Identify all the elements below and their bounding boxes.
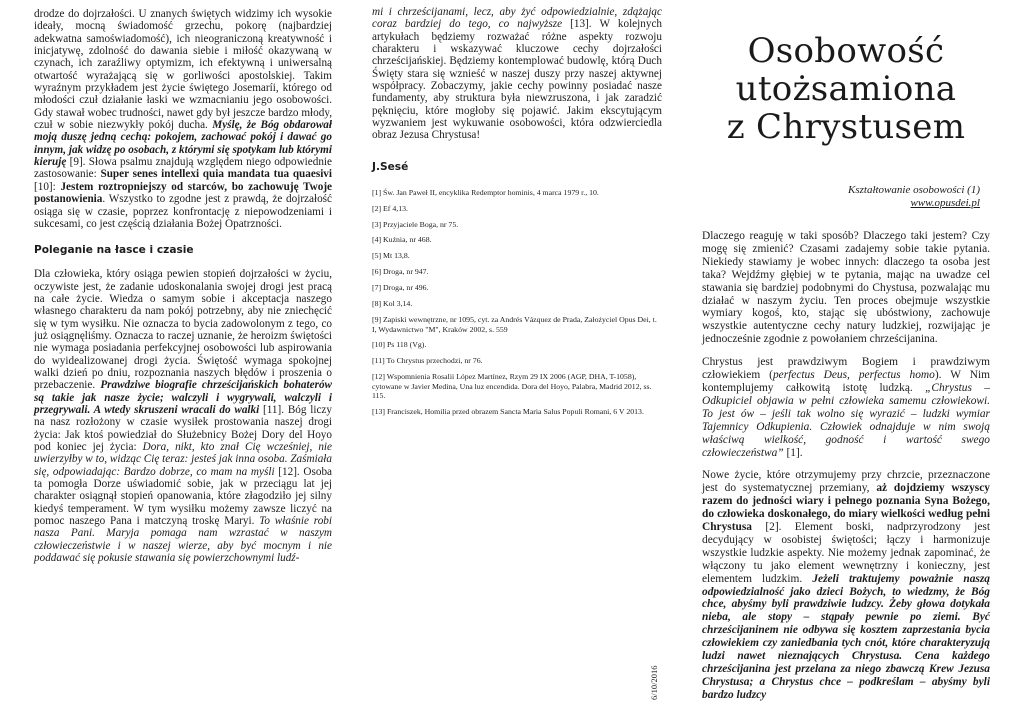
footnote: [2] Ef 4,13.: [372, 203, 408, 213]
ephesians-quote: aż dojdziemy wszyscy razem do jedności wiary i pełnego poznania Syna Bożego, do człowieka doskonałego, do miary wielkości według pełni Chrystusa: [702, 482, 990, 534]
quote-mary: To właśnie robi nasza Pani. Maryja pomaga nam wzrastać w naszym człowieczeństwie i w naszej wierze, aby być mocnym i nie poddawać się pokusie stawania się powierzchownymi ludź-: [34, 515, 332, 565]
footnote: [7] Droga, nr 496.: [372, 283, 429, 293]
series-name: Kształtowanie osobowości (1): [847, 184, 980, 196]
human-quote: Jeżeli traktujemy poważnie naszą odpowiedzialność jako dzieci Bożych, to wiedzmy, że Bóg chce, abyśmy byli prawdziwie ludzcy. Żeby głowa dotykała nieba, ale stopy – stąpały pewnie po ziemi. Być chrześcijaninem nie odbywa się kosztem zaprzestania bycia człowiekiem czy zaniedbania tych cnót, które charakteryzują ludzi nawet nieznających Chrystusa. Cena każdego chrześcijanina jest przelana za niego zbawczą Krew Jezusa Chrystusa; a Chrystus chce – podkreślam – abyśmy byli bardzo ludzcy: [702, 572, 990, 701]
footnote: [12] Wspomnienia Rosalii López Martínez, Rzym 29 IX 2006 (AGP, DHA, T-1058), cytowane w Javier Medina, Una luz encendida. Dora del Hoyo, Palabra, Madrid 2012, ss. 115.: [372, 372, 652, 401]
footnote: [9] Zapiski wewnętrzne, nr 1095, cyt. za Andrés Vázquez de Prada, Założyciel Opus Dei, t. I, Wydawnictwo "M", Kraków 2002, s. 559: [372, 314, 657, 334]
footnote: [11] To Chrystus przechodzi, nr 76.: [372, 356, 483, 366]
paragraph-conclusion: mi i chrześcijanami, lecz, aby żyć odpowiedzialnie, zdążając coraz bardziej do tego, co najwyższe [13]. W kolejnych artykułach będziemy rozważać różne aspekty rozwoju charakteru i wskazywać kluczowe cechy dojrzałości chrześcijańskiej. Będziemy kontemplować budowlę, którą Duch Święty stara się wznieść w naszej duszy przy naszej aktywnej współpracy. Zobaczymy, jakie cechy powinny posiadać nasze fundamenty, aby struktura była niewzruszona, i jak zaradzić pęknięciu, które mogłoby się pojawić. Jakim ekscytującym wyzwaniem jest wykuwanie osobowości, która odzwierciedla obraz Jezusa Chrystusa!: [372, 6, 662, 142]
footnote: [8] Kol 3,14.: [372, 299, 413, 309]
footnote: [4] Kuźnia, nr 468.: [372, 235, 432, 245]
quote-dora: Dora, nikt, kto znał Cię wcześniej, nie uwierzyłby w to, widząc Cię teraz: jesteś jak inna osoba. Zaśmiała się, odpowiadając: Bardzo dobrze, co mam na myśli: [34, 441, 332, 478]
baptism-paragraph: Nowe życie, które otrzymujemy przy chrzcie, przeznaczone jest do systematycznej przemiany, aż dojdziemy wszyscy razem do jedności wiary i pełnego poznania Syna Bożego, do człowieka doskonałego, do miary wielkości według pełni Chrystusa [2]. Element boski, nadprzyrodzony jest decydujący w osobistej świętości; łączy i harmonizuje wszystkie ludzkie aspekty. Nie możemy jednak zapominać, że włączony tu jako element wewnętrzny i konieczny, jest elementem ludzkim. Jeżeli traktujemy poważnie naszą odpowiedzialność jako dzieci Bożych, to wiedzmy, że Bóg chce, abyśmy byli prawdziwie ludzcy. Żeby głowa dotykała nieba, ale stopy – stąpały pewnie po ziemi. Być chrześcijaninem nie odbywa się kosztem zaprzestania bycia człowiekiem czy zaniedbania tych cnót, które charakteryzują ludzi nawet nieznających Chrystusa. Cena każdego chrześcijanina jest przelana za niego zbawczą Krew Jezusa Chrystusa; a Chrystus chce – podkreślam – abyśmy byli bardzo ludzcy: [702, 469, 990, 701]
middle-column: [372, 6, 662, 423]
footnotes-list: [372, 188, 662, 417]
website-link[interactable]: www.opusdei.pl: [910, 196, 980, 209]
footnote: [10] Ps 118 (Vg).: [372, 340, 427, 350]
psalm-translation: Jestem roztropniejszy od starców, bo zachowuję Twoje postanowienia: [34, 180, 333, 206]
intro-paragraph: Dlaczego reaguję w taki sposób? Dlaczego taki jestem? Czy mogę się zmienić? Czasami zadajemy sobie takie pytania. Niekiedy stawiamy je wobec innych: dlaczego ta osoba jest taka? Wejdźmy głębiej w te pytania, mając na uwadze cel stawania się bardziej podobnymi do Chystusa, pozwalając mu działać w naszym życiu. Ten proces obejmuje wszystkie wymiary kogoś, kto, stając się ubóstwiony, zachowuje wszystkie autentyczne cechy natury ludzkiej, rozwijając je jednocześnie zgodnie z powołaniem chrześcijanina.: [702, 230, 990, 346]
publication-date: 6/10/2016: [649, 665, 659, 700]
quote-josemaria: Myślę, że Bóg obdarował moją duszę jedną cechą: pokojem, zachować pokój i dawać go innym, jak widzę po osobach, z którymi się spotykam lub którymi kieruję: [34, 119, 333, 169]
footnote: [1] Św. Jan Paweł II, encyklika Redemptor hominis, 4 marca 1979 r., 10.: [372, 187, 599, 197]
section-heading: Poleganie na łasce i czasie: [34, 244, 194, 257]
paragraph-character-saints: drodze do dojrzałości. U znanych świętych widzimy ich wysokie ideały, mocną świadomość grzechu, pokorę (najbardziej adekwatna samoświadomość), ich nieograniczoną kreatywność i inicjatywę, zdolność do dawania siebie i miłość okazywaną w czynach, ich zaraźliwy optymizm, ich efektywną i uniwersalną otwartość wyrażającą się w gorliwości apostolskiej. Takim wyraźnym przykładem jest życie świętego Josemaríi, którego od młodości czuł działanie łaski we wzmacnianiu jego osobowości. Gdy stawał wobec trudności, nawet gdy był jeszcze bardzo młody, czuł w sobie niezwykły pokój ducha. Myślę, że Bóg obdarował moją duszę jedną cechą: pokojem, zachować pokój i dawać go innym, jak widzę po osobach, z którymi się spotykam lub którymi kieruję [9]. Słowa psalmu znajdują względem niego odpowiednie zastosowanie: Super senes intellexi quia mandata tua quaesivi [10]: Jestem roztropniejszy od starców, bo zachowuję Twoje postanowienia. Wszystko to zgodne jest z prawdą, że dojrzałość osiąga się w czasie, poprzez konfrontację z niepowodzeniami i sukcesami, co jest częścią działania Bożej Opatrzności.: [34, 8, 333, 230]
footnote: [6] Droga, nr 947.: [372, 267, 429, 277]
left-column: [34, 8, 332, 564]
series-info: [702, 184, 990, 209]
paragraph-grace-time: Dla człowieka, który osiąga pewien stopień dojrzałości w życiu, oczywiste jest, że zadanie udoskonalania swojej drogi jest pracą na całe życie. Wiedza o samym sobie i akceptacja naszego własnego charakteru da nam pokój potrzebny, aby nie zniechęcić się w tym wysiłku. Nie oznacza to bycia zadowolonym z tego, co już osiągnęliśmy. Oznacza to raczej uznanie, że heroizm świętości nie wymaga posiadania perfekcyjnej osobowości lub aspirowania do wyidealizowanej drogi życia. Świętość wymaga spokojnej walki dzień po dniu, rozpoznania naszych błędów i proszenia o przebaczenie. Prawdziwe biografie chrześcijańskich bohaterów są takie jak nasze życie; walczyli i wygrywali, walczyli i przegrywali. A wtedy skruszeni wracali do walki [11]. Bóg liczy na nasz rozłożony w czasie wysiłek prostowania naszej drogi życia: Jak ktoś powiedział do Służebnicy Bożej Dory del Hoyo pod koniec jej życia: Dora, nikt, kto znał Cię wcześniej, nie uwierzyłby w to, widząc Cię teraz: jesteś jak inna osoba. Zaśmiała się, odpowiadając: Bardzo dobrze, co mam na myśli [12]. Osoba ta pomogła Dorze uświadomić sobie, jak w przeciągu lat jej charakter osiągnął stopień opanowania, które złagodziło jej silny kiedyś temperament. W tym wysiłku możemy zawsze liczyć na pomoc naszego Pana i matczyną troskę Maryi. To właśnie robi nasza Pani. Maryja pomaga nam wzrastać w naszym człowieczeństwie i w naszej wierze, aby być mocnym i nie poddawać się pokusie stawania się powierzchownymi ludź-: [34, 268, 333, 565]
latin-quote: Super senes intellexi quia mandata tua quaesivi: [100, 168, 333, 181]
christ-paragraph: Chrystus jest prawdziwym Bogiem i prawdziwym człowiekiem (perfectus Deus, perfectus homo). W Nim kontemplujemy całkowitą istotę ludzką. „Chrystus – Odkupiciel objawia w pełni człowieka samemu człowiekowi. To jest ów – jeśli tak wolno się wyrazić – ludzki wymiar Tajemnicy Odkupienia. Człowiek odnajduje w nim swoją właściwą wielkość, godność i wartość swego człowieczeństwa” [1].: [702, 356, 990, 459]
right-column: [702, 0, 990, 702]
article-title: Osobowość utożsamiona z Chrystusem: [726, 31, 966, 147]
author-signature: J.Sesé: [372, 160, 409, 173]
footnote: [13] Franciszek, Homilia przed obrazem Sancta Maria Salus Populi Romani, 6 V 2013.: [372, 407, 644, 417]
footnote: [3] Przyjaciele Boga, nr 75.: [372, 219, 459, 229]
quote-christian-heroes: Prawdziwe biografie chrześcijańskich bohaterów są takie jak nasze życie; walczyli i wygrywali, walczyli i przegrywali. A wtedy skruszeni wracali do walki: [34, 379, 333, 416]
redemptor-quote: „Chrystus – Odkupiciel objawia w pełni człowieka samemu człowiekowi. To jest ów – jeśli tak wolno się wyrazić – ludzki wymiar Tajemnicy Odkupienia. Człowiek odnajduje w nim swoją właściwą wielkość, godność i wartość swego człowieczeństwa”: [702, 381, 990, 459]
footnote: [5] Mt 13,8.: [372, 251, 410, 261]
